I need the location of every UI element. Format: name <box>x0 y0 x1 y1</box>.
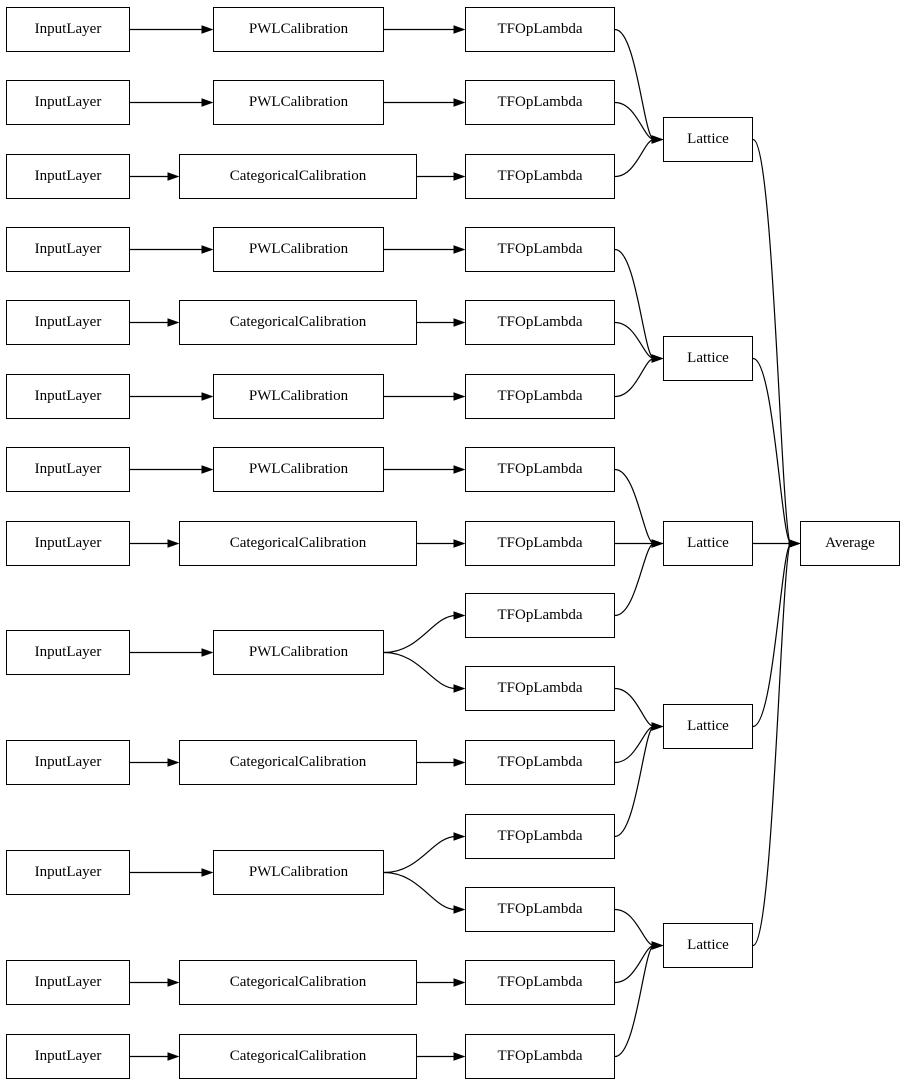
graph-node-in6[interactable] <box>6 374 130 419</box>
graph-node-label: InputLayer <box>34 644 102 660</box>
graph-edge-in3-to-cal3 <box>130 173 178 180</box>
graph-edge-op14-to-lat5 <box>615 942 662 983</box>
graph-edge-op13-to-lat5 <box>615 910 662 950</box>
graph-node-label: Average <box>825 535 875 551</box>
graph-node-label: CategoricalCalibration <box>229 754 367 770</box>
graph-edge-in2-to-cal2 <box>130 99 212 106</box>
graph-node-label: InputLayer <box>34 535 102 551</box>
graph-node-label: PWLCalibration <box>248 644 349 660</box>
graph-node-cal11[interactable] <box>213 850 384 895</box>
graph-edge-cal1-to-op1 <box>384 26 464 33</box>
graph-node-cal8[interactable] <box>179 521 417 566</box>
graph-node-lat5[interactable] <box>663 923 753 968</box>
graph-node-label: InputLayer <box>34 388 102 404</box>
graph-edge-in9-to-cal9 <box>130 649 212 656</box>
graph-edge-op5-to-lat2 <box>615 323 662 363</box>
graph-node-in11[interactable] <box>6 850 130 895</box>
graph-node-op12[interactable] <box>465 814 615 859</box>
graph-node-lat3[interactable] <box>663 521 753 566</box>
graph-edge-op7-to-lat3 <box>615 470 662 548</box>
graph-node-op13[interactable] <box>465 887 615 932</box>
graph-edge-op12-to-lat4 <box>615 723 662 837</box>
graph-edge-cal5-to-op5 <box>417 319 464 326</box>
graph-edge-op4-to-lat2 <box>615 250 662 363</box>
graph-node-label: TFOpLambda <box>497 388 583 404</box>
graph-edge-in8-to-cal8 <box>130 540 178 547</box>
graph-node-label: TFOpLambda <box>497 607 583 623</box>
graph-node-in2[interactable] <box>6 80 130 125</box>
graph-node-label: TFOpLambda <box>497 168 583 184</box>
graph-node-label: TFOpLambda <box>497 828 583 844</box>
graph-node-op7[interactable] <box>465 447 615 492</box>
graph-edge-cal9-to-op10 <box>384 653 464 693</box>
graph-edge-in5-to-cal5 <box>130 319 178 326</box>
graph-edge-in11-to-cal11 <box>130 869 212 876</box>
graph-node-label: PWLCalibration <box>248 388 349 404</box>
graph-node-label: InputLayer <box>34 94 102 110</box>
graph-node-label: TFOpLambda <box>497 901 583 917</box>
graph-node-label: InputLayer <box>34 754 102 770</box>
graph-node-op5[interactable] <box>465 300 615 345</box>
graph-node-cal9[interactable] <box>213 630 384 675</box>
graph-node-cal6[interactable] <box>213 374 384 419</box>
graph-node-op1[interactable] <box>465 7 615 52</box>
graph-node-op6[interactable] <box>465 374 615 419</box>
graph-node-label: Lattice <box>687 718 729 734</box>
graph-node-in4[interactable] <box>6 227 130 272</box>
graph-node-label: InputLayer <box>34 1048 102 1064</box>
graph-edge-cal6-to-op6 <box>384 393 464 400</box>
graph-edge-op3-to-lat1 <box>615 136 662 177</box>
graph-edge-op6-to-lat2 <box>615 355 662 397</box>
graph-edge-op9-to-lat3 <box>615 540 662 616</box>
graph-node-label: InputLayer <box>34 974 102 990</box>
graph-node-label: InputLayer <box>34 21 102 37</box>
graph-node-label: CategoricalCalibration <box>229 974 367 990</box>
graph-edge-cal4-to-op4 <box>384 246 464 253</box>
graph-node-cal7[interactable] <box>213 447 384 492</box>
graph-edge-cal13-to-op15 <box>417 1053 464 1060</box>
graph-node-label: Lattice <box>687 937 729 953</box>
graph-node-label: PWLCalibration <box>248 21 349 37</box>
graph-node-label: Lattice <box>687 535 729 551</box>
graph-node-cal1[interactable] <box>213 7 384 52</box>
graph-node-op2[interactable] <box>465 80 615 125</box>
graph-edge-in10-to-cal10 <box>130 759 178 766</box>
graph-node-lat4[interactable] <box>663 704 753 749</box>
graph-edge-lat2-to-avg <box>753 359 799 548</box>
graph-node-label: CategoricalCalibration <box>229 535 367 551</box>
graph-edge-lat1-to-avg <box>753 140 799 548</box>
graph-node-cal4[interactable] <box>213 227 384 272</box>
graph-edge-cal2-to-op2 <box>384 99 464 106</box>
graph-node-label: TFOpLambda <box>497 94 583 110</box>
graph-node-label: InputLayer <box>34 461 102 477</box>
graph-edge-op2-to-lat1 <box>615 103 662 144</box>
graph-node-avg[interactable] <box>800 521 900 566</box>
graph-edge-in4-to-cal4 <box>130 246 212 253</box>
graph-node-cal2[interactable] <box>213 80 384 125</box>
graph-edge-op10-to-lat4 <box>615 689 662 731</box>
graph-node-label: InputLayer <box>34 168 102 184</box>
graph-node-label: TFOpLambda <box>497 535 583 551</box>
graph-edge-op15-to-lat5 <box>615 942 662 1057</box>
graph-node-cal5[interactable] <box>179 300 417 345</box>
graph-node-cal10[interactable] <box>179 740 417 785</box>
graph-node-op10[interactable] <box>465 666 615 711</box>
graph-node-label: PWLCalibration <box>248 864 349 880</box>
graph-edge-cal12-to-op14 <box>417 979 464 986</box>
graph-node-label: TFOpLambda <box>497 241 583 257</box>
graph-node-in9[interactable] <box>6 630 130 675</box>
graph-node-label: CategoricalCalibration <box>229 314 367 330</box>
graph-node-label: InputLayer <box>34 241 102 257</box>
graph-edge-in13-to-cal13 <box>130 1053 178 1060</box>
graph-edge-in1-to-cal1 <box>130 26 212 33</box>
graph-edge-lat3-to-avg <box>753 540 799 547</box>
graph-edge-op8-to-lat3 <box>615 540 662 547</box>
graph-node-in5[interactable] <box>6 300 130 345</box>
graph-node-in10[interactable] <box>6 740 130 785</box>
graph-edge-cal8-to-op8 <box>417 540 464 547</box>
graph-edge-in6-to-cal6 <box>130 393 212 400</box>
graph-node-label: Lattice <box>687 350 729 366</box>
graph-node-label: CategoricalCalibration <box>229 168 367 184</box>
graph-node-in3[interactable] <box>6 154 130 199</box>
graph-edge-cal7-to-op7 <box>384 466 464 473</box>
graph-edge-cal3-to-op3 <box>417 173 464 180</box>
graph-node-label: PWLCalibration <box>248 241 349 257</box>
graph-node-lat2[interactable] <box>663 336 753 381</box>
graph-node-in1[interactable] <box>6 7 130 52</box>
graph-edge-cal11-to-op12 <box>384 833 464 873</box>
graph-node-cal12[interactable] <box>179 960 417 1005</box>
graph-node-in8[interactable] <box>6 521 130 566</box>
graph-edge-lat4-to-avg <box>753 540 799 727</box>
graph-node-label: PWLCalibration <box>248 94 349 110</box>
graph-edge-in12-to-cal12 <box>130 979 178 986</box>
graph-node-op14[interactable] <box>465 960 615 1005</box>
graph-node-label: InputLayer <box>34 314 102 330</box>
graph-node-label: PWLCalibration <box>248 461 349 477</box>
graph-node-cal3[interactable] <box>179 154 417 199</box>
graph-node-op3[interactable] <box>465 154 615 199</box>
graph-node-lat1[interactable] <box>663 117 753 162</box>
graph-edge-op11-to-lat4 <box>615 723 662 763</box>
graph-node-cal13[interactable] <box>179 1034 417 1079</box>
graph-node-label: TFOpLambda <box>497 461 583 477</box>
graph-node-label: TFOpLambda <box>497 754 583 770</box>
graph-node-label: InputLayer <box>34 864 102 880</box>
graph-node-label: Lattice <box>687 131 729 147</box>
graph-node-label: CategoricalCalibration <box>229 1048 367 1064</box>
graph-node-op4[interactable] <box>465 227 615 272</box>
graph-edge-op1-to-lat1 <box>615 30 662 144</box>
graph-node-label: TFOpLambda <box>497 974 583 990</box>
graph-node-op15[interactable] <box>465 1034 615 1079</box>
graph-node-op9[interactable] <box>465 593 615 638</box>
graph-node-label: TFOpLambda <box>497 680 583 696</box>
graph-node-in13[interactable] <box>6 1034 130 1079</box>
graph-node-in7[interactable] <box>6 447 130 492</box>
graph-edge-cal9-to-op9 <box>384 612 464 653</box>
graph-edge-lat5-to-avg <box>753 540 799 946</box>
graph-edge-cal10-to-op11 <box>417 759 464 766</box>
graph-edge-in7-to-cal7 <box>130 466 212 473</box>
graph-node-label: TFOpLambda <box>497 21 583 37</box>
graph-node-label: TFOpLambda <box>497 1048 583 1064</box>
graph-node-label: TFOpLambda <box>497 314 583 330</box>
graph-edge-cal11-to-op13 <box>384 873 464 914</box>
graph-node-op11[interactable] <box>465 740 615 785</box>
graph-node-op8[interactable] <box>465 521 615 566</box>
graph-node-in12[interactable] <box>6 960 130 1005</box>
